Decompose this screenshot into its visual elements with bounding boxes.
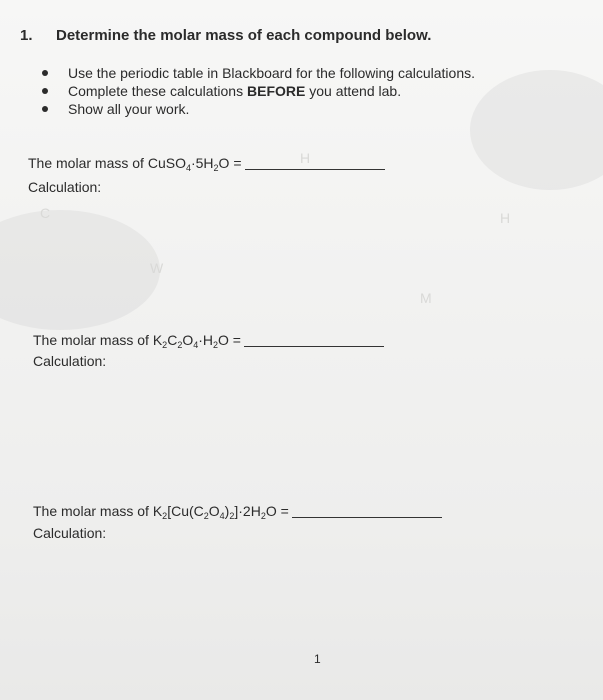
problem-3-line bbox=[33, 502, 442, 520]
problem-prefix: The molar mass of bbox=[33, 503, 153, 519]
bullet-icon bbox=[42, 70, 48, 76]
formula-part: O bbox=[208, 503, 220, 519]
formula-part: O bbox=[218, 332, 229, 348]
chemical-formula bbox=[153, 503, 277, 519]
formula-part: [Cu(C bbox=[167, 503, 204, 519]
formula-subscript: 4 bbox=[185, 163, 191, 173]
problem-prefix: The molar mass of bbox=[33, 332, 153, 348]
instruction-emphasis: BEFORE bbox=[247, 83, 306, 99]
instruction-item bbox=[42, 64, 475, 82]
formula-part: CuSO bbox=[147, 155, 186, 171]
formula-part: K bbox=[152, 503, 163, 519]
formula-subscript: 2 bbox=[213, 340, 219, 350]
formula-part: C bbox=[167, 332, 178, 348]
instruction-list bbox=[42, 64, 475, 118]
formula-subscript: 2 bbox=[260, 511, 266, 521]
formula-part: ) bbox=[224, 503, 230, 519]
formula-subscript: 2 bbox=[213, 163, 219, 173]
chemical-formula bbox=[148, 155, 230, 171]
problem-2-line bbox=[33, 331, 384, 349]
formula-subscript: 2 bbox=[203, 511, 209, 521]
formula-subscript: 4 bbox=[219, 511, 225, 521]
bleed-through-text: C bbox=[40, 205, 51, 221]
formula-subscript: 2 bbox=[177, 340, 183, 350]
formula-subscript: 4 bbox=[193, 340, 199, 350]
instruction-text: Show all your work. bbox=[68, 101, 190, 117]
problem-1-line bbox=[28, 154, 385, 172]
formula-part: O bbox=[265, 503, 277, 519]
calculation-work-area[interactable] bbox=[33, 546, 588, 641]
chemical-formula bbox=[153, 332, 229, 348]
formula-part: O bbox=[218, 155, 230, 171]
problem-prefix: The molar mass of bbox=[28, 155, 148, 171]
bleed-through-text: M bbox=[420, 290, 432, 306]
answer-blank[interactable] bbox=[292, 517, 442, 518]
answer-blank[interactable] bbox=[245, 169, 385, 170]
bullet-icon bbox=[42, 106, 48, 112]
formula-part: ]·2H bbox=[234, 503, 261, 519]
bleed-through-text: H bbox=[300, 150, 311, 166]
calculation-work-area[interactable] bbox=[28, 200, 588, 320]
formula-part: ·5H bbox=[190, 155, 214, 171]
bleed-through-text: W bbox=[150, 260, 164, 276]
calculation-work-area[interactable] bbox=[33, 374, 588, 489]
calculation-label: Calculation: bbox=[33, 525, 107, 541]
formula-subscript: 2 bbox=[162, 511, 168, 521]
instruction-item bbox=[42, 100, 475, 118]
instruction-text: Complete these calculations bbox=[68, 83, 247, 99]
calculation-label: Calculation: bbox=[33, 353, 107, 369]
paper-shadow bbox=[470, 70, 603, 190]
page-number: 1 bbox=[314, 652, 321, 666]
instruction-text: you attend lab. bbox=[305, 83, 402, 99]
formula-subscript: 2 bbox=[162, 340, 168, 350]
formula-part: O bbox=[182, 332, 194, 348]
formula-subscript: 2 bbox=[229, 511, 235, 521]
equals-sign: = bbox=[276, 503, 289, 519]
question-number: 1. bbox=[20, 27, 33, 44]
formula-part: K bbox=[152, 332, 163, 348]
instruction-text: Use the periodic table in Blackboard for the following calculations. bbox=[68, 65, 476, 81]
bullet-icon bbox=[42, 88, 48, 94]
instruction-item bbox=[42, 82, 475, 100]
question-heading: Determine the molar mass of each compound below. bbox=[56, 27, 432, 44]
equals-sign: = bbox=[229, 155, 242, 171]
equals-sign: = bbox=[228, 332, 241, 348]
formula-part: ·H bbox=[198, 332, 214, 348]
bleed-through-text: H bbox=[500, 210, 511, 226]
calculation-label: Calculation: bbox=[28, 179, 102, 195]
answer-blank[interactable] bbox=[244, 346, 384, 347]
